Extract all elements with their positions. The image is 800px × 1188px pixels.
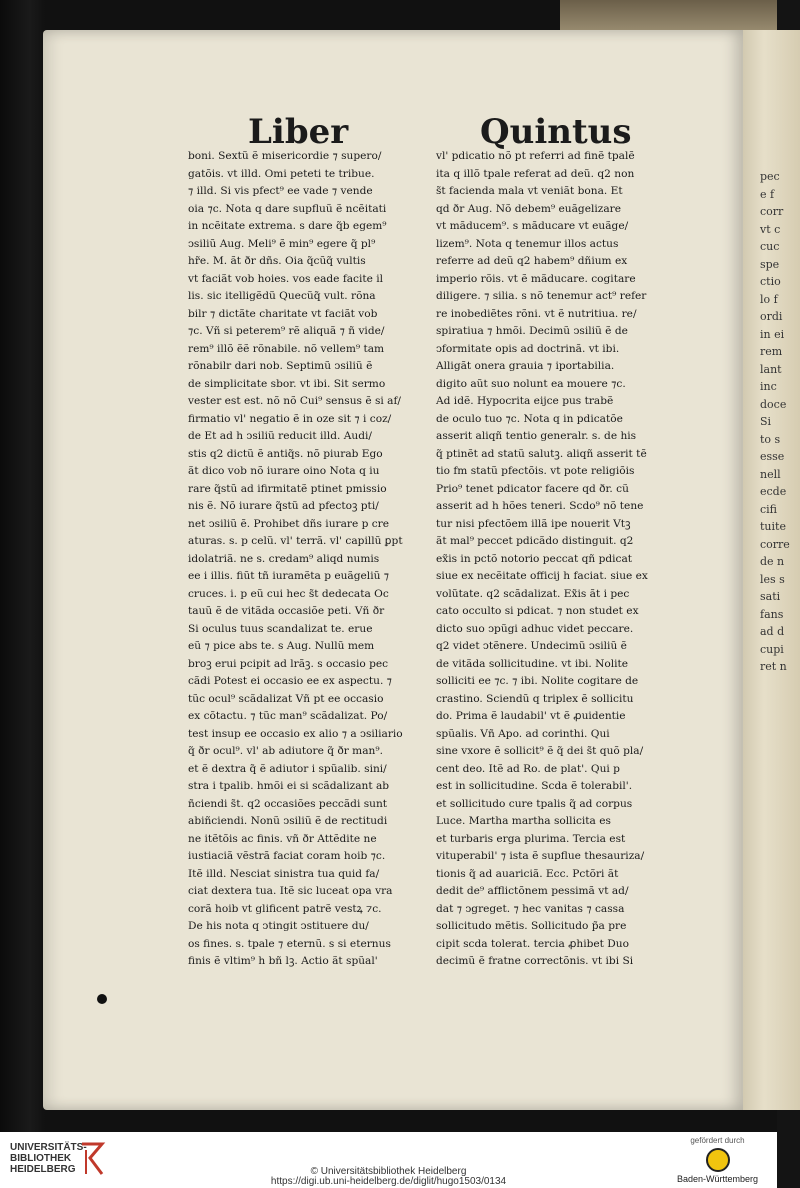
text-line: ex̃is in pctõ notorio peccat qñ pdicat <box>436 552 633 565</box>
text-line: tionis q̃ ad auariciã. Ecc. Pctõri ãt <box>436 867 619 880</box>
text-line: spũalis. Vñ Apo. ad corinthi. Qui <box>436 727 610 740</box>
text-line: broꝫ erui pcipit ad lrãꝫ. s occasio pec <box>188 657 389 670</box>
text-line: cãdi Potest ei occasio ee ex aspectu. ⁊ <box>188 675 392 687</box>
text-line: et sollicitudo cure tpalis q̃ ad corpus <box>436 797 633 810</box>
adjacent-page-fragment: corre <box>760 537 790 551</box>
text-line: idolatriã. ne s. credam⁹ aliqd numis <box>188 552 380 565</box>
text-line: corã hoib vt glificent patrẽ vestꝝ ⁊c. <box>188 902 382 915</box>
text-line: asserit ad h hões teneri. Scdo⁹ nõ tene <box>436 500 644 512</box>
adjacent-leaf-top <box>560 0 777 34</box>
text-line: vl' pdicatio nõ pt referri ad finẽ tpalẽ <box>436 150 635 162</box>
adjacent-page-fragment: to s <box>760 432 781 446</box>
adjacent-page-fragment: cupi <box>760 642 784 656</box>
text-line: cato occulto si pdicat. ⁊ non studet ex <box>436 605 639 617</box>
text-line: ñciendi s̃t. q2 occasiões peccãdi sunt <box>188 797 388 810</box>
text-line: stra i tpalib. hmõi ei si scãdalizant ab <box>188 780 390 792</box>
text-line: rõnabilr dari nob. Septimũ ↄsiliũ ẽ <box>188 360 373 372</box>
text-line: iustiaciã vẽstrã faciat coram hoib ⁊c. <box>188 850 386 862</box>
adjacent-page-fragment: ctio <box>760 275 781 288</box>
adjacent-page-fragment: cifi <box>760 502 778 516</box>
text-line: de Et ad h ↄsiliũ reducit illd. Audi/ <box>188 430 372 442</box>
text-line: lis. sic itelligẽdũ Quecũq̃ vult. rõna <box>188 290 376 302</box>
text-line: est in sollicitudine. Scda ẽ tolerabil'. <box>436 780 633 792</box>
ink-dot <box>97 994 107 1004</box>
adjacent-page-fragment: rem <box>760 345 783 358</box>
text-line: diligere. ⁊ silia. s nõ tenemur act⁹ refer <box>436 290 647 302</box>
text-line: Ad idẽ. Hypocrita eijce pus trabẽ <box>436 395 614 407</box>
copyright-text: © Universitätsbibliothek Heidelberg <box>310 1166 467 1177</box>
text-line: vester est est. nõ nõ Cui⁹ sensus ẽ si af/ <box>188 395 401 407</box>
text-line: q2 videt ↄtẽnere. Undecimũ ↄsiliũ ẽ <box>436 640 627 652</box>
text-line: ãt mal⁹ peccet pdicãdo distinguit. q2 <box>436 535 634 547</box>
text-line: bilr ⁊ dictãte charitate vt faciãt vob <box>188 307 378 320</box>
text-line: ⁊c. Vñ si peterem⁹ rẽ aliquã ⁊ ñ vide/ <box>188 325 385 337</box>
text-line: rem⁹ illõ ẽẽ rõnabile. nõ vellem⁹ tam <box>188 342 385 355</box>
adjacent-page-fragment: Si <box>760 415 772 428</box>
text-line: Luce. Martha martha sollicita es <box>436 815 611 827</box>
adjacent-page-fragment: e f <box>760 187 775 201</box>
text-line: abiñciendi. Nonũ ↄsiliũ ẽ de rectitudi <box>188 815 388 827</box>
text-line: test insup ee occasio ex alio ⁊ a ↄsiliario <box>188 727 403 740</box>
text-line: dicto suo ↄpũgi adhuc videt peccare. <box>436 622 634 635</box>
adjacent-page-fragment: ad d <box>760 625 785 638</box>
state-seal-icon <box>706 1148 730 1172</box>
text-line: ne itẽtõis ac finis. vñ ðr Attẽdite ne <box>188 832 377 845</box>
text-line: q̃ ðr ocul⁹. vl' ab adiutore q̃ ðr man⁹. <box>188 745 383 757</box>
adjacent-page-fragment: lant <box>760 362 782 376</box>
text-line: nis ẽ. Nõ iurare q̃stũ ad pfectoꝫ pti/ <box>188 500 379 512</box>
adjacent-page-fragment: corr <box>760 205 784 218</box>
adjacent-page-fragment: sati <box>760 590 781 603</box>
text-line: vt faciãt vob hoies. vos eade facite il <box>188 272 384 285</box>
text-column-right <box>436 148 704 971</box>
text-line: tio fm statũ pfectõis. vt pote religiõis <box>436 465 635 477</box>
text-line: tur nisi pfectõem illã ipe nouerit Vtꝫ <box>436 517 631 530</box>
text-line: qd ðr Aug. Nõ debem⁹ euãgelizare <box>436 202 621 215</box>
text-line: aturas. s. p celũ. vl' terrã. vl' capillũ ꝑpt <box>188 535 403 547</box>
text-line: cent deo. Itẽ ad Ro. de plat'. Qui p <box>436 762 620 775</box>
text-line: oia ⁊c. Nota q dare supfluũ ẽ ncẽitati <box>188 202 387 215</box>
adjacent-page-fragment: spe <box>760 257 780 271</box>
text-line: os fines. s. tpale ⁊ eternũ. s si eternus <box>188 937 391 950</box>
text-line: cipit scda tolerat. tercia ꝓhibet Duo <box>436 937 629 950</box>
text-line: de vitãda sollicitudine. vt ibi. Nolite <box>436 657 629 670</box>
adjacent-page-fragment: lo f <box>760 292 778 306</box>
text-line: Alligãt onera grauia ⁊ iportabilia. <box>436 360 615 372</box>
text-line: gatõis. vt illd. Omi peteti te tribue. <box>188 167 375 180</box>
text-line: boni. Sextũ ẽ misericordie ⁊ supero/ <box>188 150 382 162</box>
funder-name: Baden-Württemberg <box>676 1174 759 1184</box>
text-line: ↄsiliũ Aug. Meli⁹ ẽ min⁹ egere q̃ pl⁹ <box>188 237 376 250</box>
text-line: Si oculus tuus scandalizat te. erue <box>188 622 373 635</box>
text-line: ex cõtactu. ⁊ tũc man⁹ scãdalizat. Po/ <box>188 710 388 722</box>
text-line: lizem⁹. Nota q tenemur illos actus <box>436 237 619 250</box>
adjacent-page-fragment: vt c <box>760 222 781 236</box>
text-line: in ncẽitate extrema. s dare q̃b egem⁹ <box>188 220 387 232</box>
text-line: finis ẽ vltim⁹ h bñ lꝫ. Actio ãt spũal' <box>188 955 378 967</box>
text-line: dedit de⁹ afflictõnem pessimã vt ad/ <box>436 885 629 897</box>
text-line: eũ ⁊ pice abs te. s Aug. Nullũ mem <box>188 640 375 652</box>
text-line: vituperabil' ⁊ ista ẽ supflue thesauriza/ <box>436 850 645 862</box>
text-line: s̃t facienda mala vt veniãt bona. Et <box>436 185 623 197</box>
text-line: ãt dico vob nõ iurare oino Nota q iu <box>188 465 380 477</box>
adjacent-page-edge <box>738 30 800 1110</box>
text-line: firmatio vl' negatio ẽ in oze sit ⁊ i coz/ <box>188 412 392 425</box>
text-line: ita q illõ tpale referat ad deũ. q2 non <box>436 167 635 180</box>
library-name-line-3: HEIDELBERG <box>10 1164 76 1175</box>
text-line: Prio⁹ tenet pdicator facere qd ðr. cũ <box>436 482 629 495</box>
text-line: de oculo tuo ⁊c. Nota q in pdicatõe <box>436 412 623 425</box>
text-line: digito aũt suo nolunt ea mouere ⁊c. <box>436 377 626 390</box>
adjacent-page-fragment: ecde <box>760 485 787 498</box>
adjacent-page-fragment: nell <box>760 467 781 481</box>
funded-by-label: gefördert durch <box>690 1136 745 1145</box>
library-name-line-2: BIBLIOTHEK <box>10 1153 72 1164</box>
adjacent-page-fragment: fans <box>760 607 784 621</box>
adjacent-page-fragment: inc <box>760 380 777 393</box>
book-page <box>43 30 743 1110</box>
adjacent-page-fragment: cuc <box>760 240 780 253</box>
text-column-left <box>188 148 456 971</box>
text-line: re inobediẽtes rõni. vt ẽ nutritiua. re/ <box>436 307 637 320</box>
adjacent-page-fragment: les s <box>760 572 785 586</box>
text-line: sine vxore ẽ sollicit⁹ ẽ q̃ dei s̃t quõ pla/ <box>436 745 644 757</box>
text-line: De his nota q ↄtingit ↄstituere du/ <box>188 920 369 932</box>
text-line: tũc ocul⁹ scãdalizat Vñ pt ee occasio <box>188 692 384 705</box>
text-line: ciat dextera tua. Itẽ sic luceat opa vra <box>188 885 393 897</box>
text-line: stis q2 dictũ ẽ antiq̃s. nõ piurab Ego <box>188 447 383 460</box>
adjacent-page-fragment: in ei <box>760 327 785 341</box>
text-line: rare q̃stũ ad ifirmitatẽ ptinet pmissio <box>188 482 387 495</box>
adjacent-page-fragment: ret n <box>760 660 787 673</box>
text-line: spiratiua ⁊ hmõi. Decimũ ↄsiliũ ẽ de <box>436 325 628 337</box>
text-line: crastino. Sciendũ q triplex ẽ sollicitu <box>436 692 634 705</box>
text-line: q̃ ptinẽt ad statũ salutꝫ. aliqñ asserit tẽ <box>436 447 647 460</box>
text-line: imperio rõis. vt ẽ mãducare. cogitare <box>436 272 636 285</box>
text-line: dat ⁊ ↄgreget. ⁊ hec vanitas ⁊ cassa <box>436 902 625 915</box>
adjacent-page-fragment: esse <box>760 450 785 463</box>
text-line: vt mãducem⁹. s mãducare vt euãge/ <box>436 220 629 232</box>
text-line: net ↄsiliũ ẽ. Prohibet dñs iurare p cre <box>188 517 390 530</box>
text-line: siue ex necẽitate officij h faciat. siue ex <box>436 570 648 582</box>
text-line: do. Prima ẽ laudabil' vt ẽ ꝓuidentie <box>436 710 626 722</box>
text-line: et turbaris erga plurima. Tercia est <box>436 832 626 845</box>
running-head-right: Quintus <box>480 112 632 152</box>
text-line: solliciti ee ⁊c. ⁊ ibi. Nolite cogitare de <box>436 675 639 687</box>
text-line: tauũ ẽ de vitãda occasiõe peti. Vñ ðr <box>188 605 385 617</box>
text-line: ↄformitate opis ad doctrinã. vt ibi. <box>436 342 620 355</box>
adjacent-page-fragment: tuite <box>760 520 786 533</box>
text-line: asserit aliqñ tentio generalr. s. de his <box>436 430 637 442</box>
text-line: hr̃e. M. ãt ðr dñs. Oia q̃cũq̃ vultis <box>188 255 366 267</box>
text-line: cruces. i. p eũ cui hec s̃t dedecata Oc <box>188 587 389 600</box>
library-name-line-1: UNIVERSITÄTS- <box>10 1142 87 1153</box>
text-line: referre ad deũ q2 habem⁹ dñium ex <box>436 255 628 267</box>
text-line: ⁊ illd. Si vis pfect⁹ ee vade ⁊ vende <box>188 185 373 197</box>
adjacent-page-fragment: pec <box>760 170 780 183</box>
text-line: Itẽ illd. Nesciat sinistra tua quid fa/ <box>188 867 380 880</box>
text-line: sollicitudo mẽtis. Sollicitudo p̃a pre <box>436 920 627 932</box>
adjacent-page-fragment: de n <box>760 555 785 568</box>
running-head-left: Liber <box>248 112 349 152</box>
adjacent-page-fragment: doce <box>760 397 787 411</box>
text-line: volũtate. q2 scãdalizat. Ex̃is ãt i pec <box>436 587 630 600</box>
text-line: et ẽ dextra q̃ ẽ adiutor i spũalib. sini/ <box>188 762 387 775</box>
adjacent-page-fragment: ordi <box>760 310 783 323</box>
funder-block <box>670 1136 765 1184</box>
text-line: ee i illis. fiũt tñ iuramẽta p euãgeliũ ⁊ <box>188 570 390 582</box>
text-line: decimũ ẽ fratne correctõnis. vt ibi Si <box>436 955 634 967</box>
text-line: de simplicitate sbor. vt ibi. Sit sermo <box>188 377 386 390</box>
permalink-url[interactable]: https://digi.ub.uni-heidelberg.de/diglit/hugo1503/0134 <box>270 1176 507 1187</box>
